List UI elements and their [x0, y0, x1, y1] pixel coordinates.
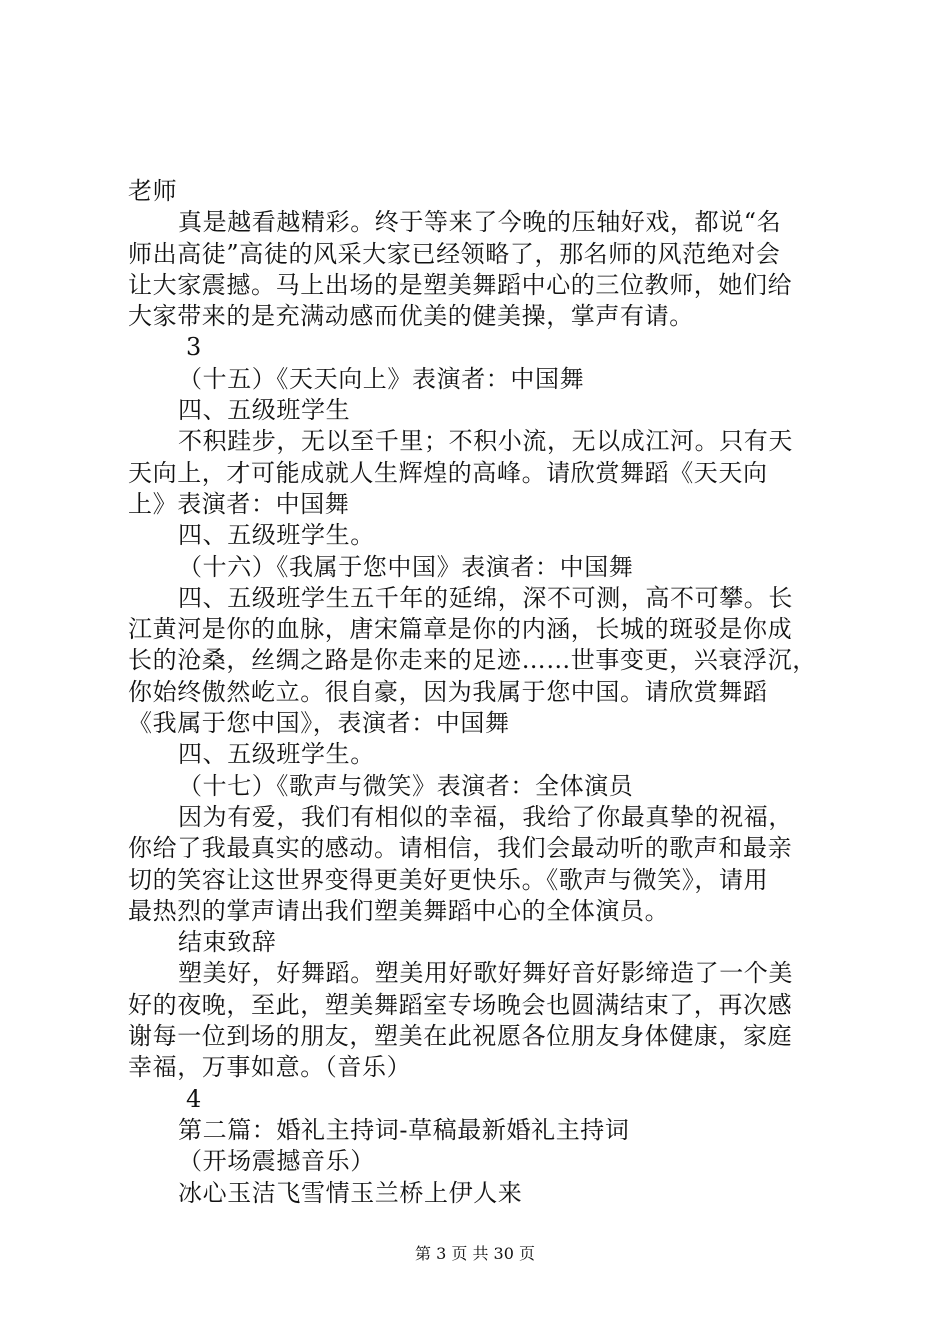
- performer-line: 四、五级班学生: [178, 396, 351, 425]
- text-line: 长的沧桑，丝绸之路是你走来的足迹……世事变更，兴衰浮沉，: [128, 646, 817, 675]
- program-title: （十六）《我属于您中国》表演者：中国舞: [178, 552, 634, 581]
- text-line: 师出高徒”高徒的风采大家已经领略了，那名师的风范绝对会: [128, 239, 781, 268]
- section-number: 3: [186, 333, 202, 362]
- text-line: 江黄河是你的血脉，唐宋篇章是你的内涵，长城的斑驳是你成: [128, 615, 793, 644]
- paragraph-start: 冰心玉洁飞雪情玉兰桥上伊人来: [178, 1178, 523, 1207]
- text-line: 最热烈的掌声请出我们塑美舞蹈中心的全体演员。: [128, 896, 670, 925]
- performer-line: 四、五级班学生。: [178, 521, 375, 550]
- paragraph-start: 四、五级班学生五千年的延绵，深不可测，高不可攀。长: [178, 583, 793, 612]
- stage-direction: （开场震撼音乐）: [178, 1147, 375, 1176]
- program-title: （十五）《天天向上》表演者：中国舞: [178, 364, 585, 393]
- paragraph-start: 塑美好，好舞蹈。塑美用好歌好舞好音好影缔造了一个美: [178, 959, 793, 988]
- text-line: 让大家震撼。马上出场的是塑美舞蹈中心的三位教师，她们给: [128, 270, 793, 299]
- chapter-heading: 第二篇：婚礼主持词-草稿最新婚礼主持词: [178, 1115, 630, 1144]
- page-footer: 第 3 页 共 30 页: [415, 1244, 535, 1263]
- paragraph-start: 真是越看越精彩。终于等来了今晚的压轴好戏，都说“名: [178, 208, 782, 237]
- text-line: 上》表演者：中国舞: [128, 489, 350, 518]
- performer-line: 四、五级班学生。: [178, 740, 375, 769]
- section-number: 4: [186, 1084, 202, 1113]
- text-line: 老师: [128, 177, 178, 205]
- text-line: 谢每一位到场的朋友，塑美在此祝愿各位朋友身体健康，家庭: [128, 1022, 793, 1051]
- section-heading: 结束致辞: [178, 928, 277, 957]
- paragraph-start: 因为有爱，我们有相似的幸福，我给了你最真挚的祝福，: [178, 802, 793, 831]
- text-line: 大家带来的是充满动感而优美的健美操，掌声有请。: [128, 302, 694, 331]
- text-line: 你给了我最真实的感动。请相信，我们会最动听的歌声和最亲: [128, 834, 793, 863]
- text-line: 好的夜晚，至此，塑美舞蹈室专场晚会也圆满结束了，再次感: [128, 990, 793, 1019]
- paragraph-start: 不积跬步，无以至千里；不积小流，无以成江河。只有天: [178, 427, 793, 456]
- text-line: 切的笑容让这世界变得更美好更快乐。《歌声与微笑》，请用: [128, 865, 769, 894]
- text-line: 天向上，才可能成就人生辉煌的高峰。请欣赏舞蹈《天天向: [128, 458, 768, 487]
- text-line: 你始终傲然屹立。很自豪，因为我属于您中国。请欣赏舞蹈: [128, 677, 768, 706]
- program-title: （十七）《歌声与微笑》表演者：全体演员: [178, 771, 634, 800]
- text-line: 《我属于您中国》，表演者：中国舞: [128, 709, 510, 738]
- document-body: [128, 176, 840, 1209]
- text-line: 幸福，万事如意。（音乐）: [128, 1053, 412, 1082]
